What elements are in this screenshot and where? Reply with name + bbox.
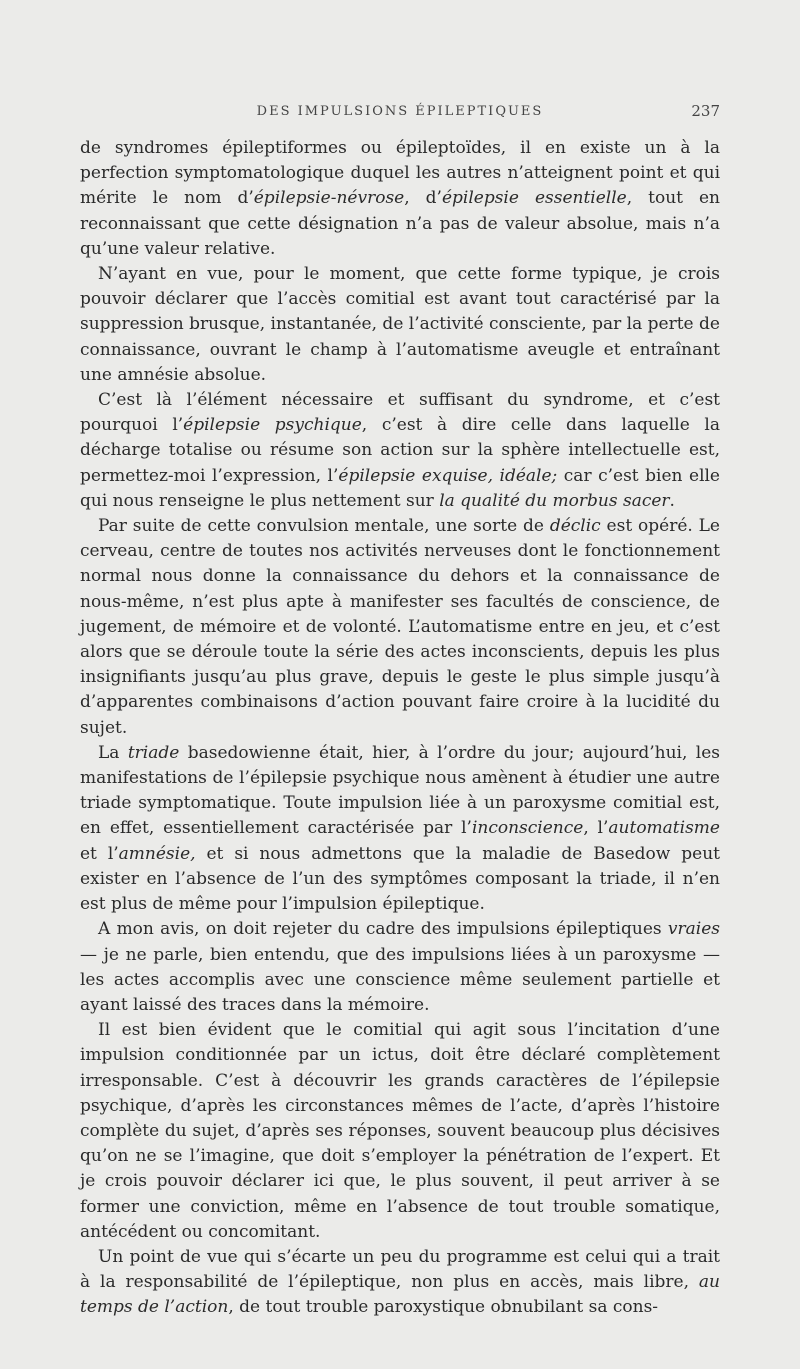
- body-text: [80, 136, 720, 1321]
- text-run: de syndromes épileptiformes ou épileptoïdes, il en existe un à la perfection symptomatologique duquel les autres n’atteignent point et qui mérite le nom d’: [80, 138, 720, 209]
- italic-run: triade: [127, 742, 180, 763]
- text-run: N’ayant en vue, pour le moment, que cette forme typique, je crois pouvoir déclarer que l’accès comitial est avant tout caractérisé par la suppression brusque, instantanée, de l’activité consciente, par la perte de connaissance, ouvrant le champ à l’automatisme aveugle et entraînant une amnésie absolue.: [80, 264, 720, 385]
- italic-run: épilepsie-névrose: [253, 188, 405, 209]
- text-run: est opéré. Le cerveau, centre de toutes nos activités nerveuses dont le fonctionnement normal nous donne la connaissance du dehors et la connaissance de nous-même, n’est plus apte à manifester ses facultés de conscience, de jugement, de mémoire et de volonté. L’automatisme entre en jeu, et c’est alors que se déroule toute la série des actes inconscients, depuis les plus insignifiants jusqu’au plus grave, depuis le geste le plus simple jusqu’à d’apparentes combinaisons d’action pouvant faire croire à la lucidité du sujet.: [80, 516, 720, 738]
- text-run: Il est bien évident que le comitial qui agit sous l’incitation d’une impulsion conditionnée par un ictus, doit être déclaré complètement irresponsable. C’est à découvrir les grands caractères de l’épilepsie psychique, d’après les circonstances mêmes de l’acte, d’après l’histoire complète du sujet, d’après ses réponses, souvent beaucoup plus décisives qu’on ne se l’imagine, que doit s’employer la pénétration de l’expert. Et je crois pouvoir déclarer ici que, le plus souvent, il peut arriver à se former une conviction, même en l’absence de tout trouble somatique, antécédent ou concomitant.: [80, 1020, 720, 1242]
- text-run: , de tout trouble paroxystique obnubilant sa cons-: [228, 1297, 659, 1318]
- italic-run: la qualité du morbus sacer: [439, 490, 670, 511]
- paragraph: [80, 514, 720, 741]
- text-run: .: [669, 490, 675, 511]
- italic-run: épilepsie exquise, idéale;: [338, 465, 558, 486]
- italic-run: automatisme: [608, 818, 720, 839]
- paragraph: [80, 262, 720, 388]
- text-run: et si nous admettons que la maladie de Basedow peut exister en l’absence de l’un des symptômes composant la triade, il n’en est plus de même pour l’impulsion épileptique.: [80, 843, 720, 915]
- paragraph: [80, 1018, 720, 1245]
- italic-run: épilepsie essentielle: [441, 188, 627, 209]
- text-run: Un point de vue qui s’écarte un peu du programme est celui qui a trait à la responsabilité de l’épileptique, non plus en accès, mais libre,: [80, 1246, 720, 1293]
- page-number: 237: [691, 102, 720, 120]
- running-title: DES IMPULSIONS ÉPILEPTIQUES: [256, 104, 544, 119]
- italic-run: au temps de l’action: [80, 1272, 720, 1318]
- text-run: La: [98, 742, 128, 763]
- paragraph: [80, 1245, 720, 1321]
- paragraph: [80, 917, 720, 1018]
- page-header: [80, 100, 720, 128]
- text-run: C’est là l’élément nécessaire et suffisant du syndrome, et c’est pourquoi l’: [80, 390, 720, 436]
- italic-run: amnésie,: [118, 843, 196, 864]
- paragraph: [80, 388, 720, 514]
- paragraph: [80, 741, 720, 917]
- italic-run: vraies: [667, 919, 720, 940]
- italic-run: inconscience: [471, 818, 584, 839]
- text-run: — je ne parle, bien entendu, que des impulsions liées à un paroxysme — les actes accomplis avec une conscience même seulement partielle et ayant laissé des traces dans la mémoire.: [80, 944, 720, 1015]
- italic-run: épilepsie psychique: [183, 415, 362, 436]
- italic-run: déclic: [549, 516, 601, 537]
- text-run: , tout en reconnaissant que cette désignation n’a pas de valeur absolue, mais n’a qu’une valeur relative.: [80, 188, 721, 259]
- paragraph: [80, 136, 720, 262]
- text-run: basedowienne était, hier, à l’ordre du jour; aujourd’hui, les manifestations de l’épilepsie psychique nous amènent à étudier une autre triade symptomatique. Toute impulsion liée à un paroxysme comitial est, en effet, essentiellement caractérisée par l’: [80, 742, 721, 839]
- text-run: , d’: [404, 188, 442, 209]
- text-run: Par suite de cette convulsion mentale, une sorte de: [98, 516, 550, 537]
- text-run: car c’est bien elle qui nous renseigne le plus nettement sur: [80, 465, 720, 511]
- text-run: A mon avis, on doit rejeter du cadre des impulsions épileptiques: [98, 919, 668, 940]
- text-run: et l’: [80, 843, 119, 864]
- text-run: , c’est à dire celle dans laquelle la décharge totalise ou résume son action sur la sphère intellectuelle est, permettez-moi l’expression, l’: [80, 415, 720, 486]
- text-run: , l’: [583, 818, 609, 839]
